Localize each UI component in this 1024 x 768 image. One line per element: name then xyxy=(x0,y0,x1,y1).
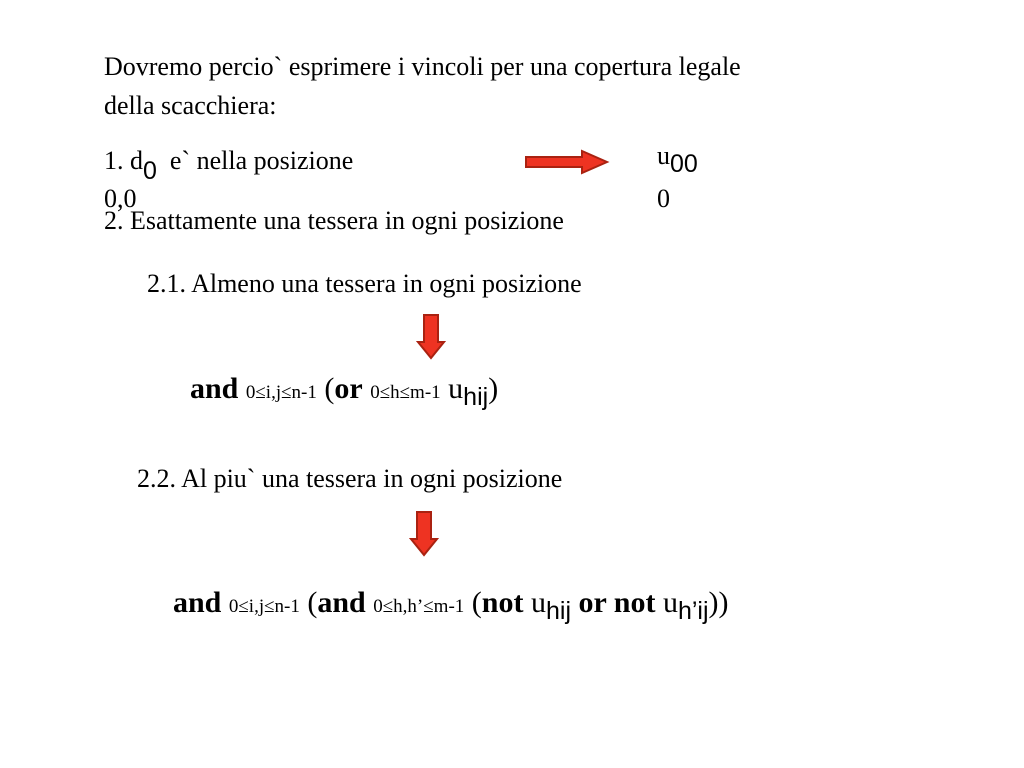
down-arrow-icon xyxy=(410,512,438,556)
formula-not: not xyxy=(481,586,524,619)
formula-u-subscript: hij xyxy=(463,383,489,411)
formula-open-paren-2: ( xyxy=(471,586,482,619)
formula-and: and xyxy=(190,372,239,405)
formula-range-hh: 0≤h,h’≤m-1 xyxy=(373,596,465,617)
formula-u: u xyxy=(448,372,464,405)
down-arrow-icon xyxy=(417,315,445,359)
formula-or: or xyxy=(334,372,363,405)
formula-u-subscript: hij xyxy=(545,597,571,625)
formula-almeno xyxy=(190,372,499,411)
formula-range-ij: 0≤i,j≤n-1 xyxy=(228,596,300,617)
item-1-overflow: 0,0 xyxy=(104,184,137,213)
intro-line-2: della scacchiera: xyxy=(104,91,277,120)
item-1-variable xyxy=(657,141,698,178)
formula-and-inner: and xyxy=(317,586,366,619)
item-1-text xyxy=(104,146,354,185)
item-1-var-u: u xyxy=(657,141,670,170)
formula-u: u xyxy=(530,586,546,619)
formula-al-piu xyxy=(173,586,729,625)
formula-open-paren: ( xyxy=(324,372,335,405)
right-arrow-icon xyxy=(526,150,608,174)
item-2-2-text: 2.2. Al piu` una tessera in ogni posizione xyxy=(137,464,563,493)
item-1-rest: e` nella posizione xyxy=(169,146,354,175)
formula-range-ij: 0≤i,j≤n-1 xyxy=(245,382,317,403)
formula-open-paren: ( xyxy=(307,586,318,619)
formula-close-parens: )) xyxy=(708,586,729,619)
item-1-var-subscript: 00 xyxy=(670,150,698,178)
formula-range-h: 0≤h≤m-1 xyxy=(370,382,441,403)
intro-line-1: Dovremo percio` esprimere i vincoli per una copertura legale xyxy=(104,52,741,81)
item-1-prefix: 1. d xyxy=(104,146,143,175)
item-2-text: 2. Esattamente una tessera in ogni posizione xyxy=(104,206,564,235)
formula-close-paren: ) xyxy=(488,372,499,405)
formula-u-prime: u xyxy=(662,586,678,619)
item-1-var-subscript-2: 0 xyxy=(657,184,670,213)
item-2-1-text: 2.1. Almeno una tessera in ogni posizione xyxy=(147,269,582,298)
item-1-subscript: 0 xyxy=(143,157,157,185)
formula-u-prime-subscript: h’ij xyxy=(677,597,709,625)
formula-and-outer: and xyxy=(173,586,222,619)
formula-or-not: or not xyxy=(578,586,656,619)
